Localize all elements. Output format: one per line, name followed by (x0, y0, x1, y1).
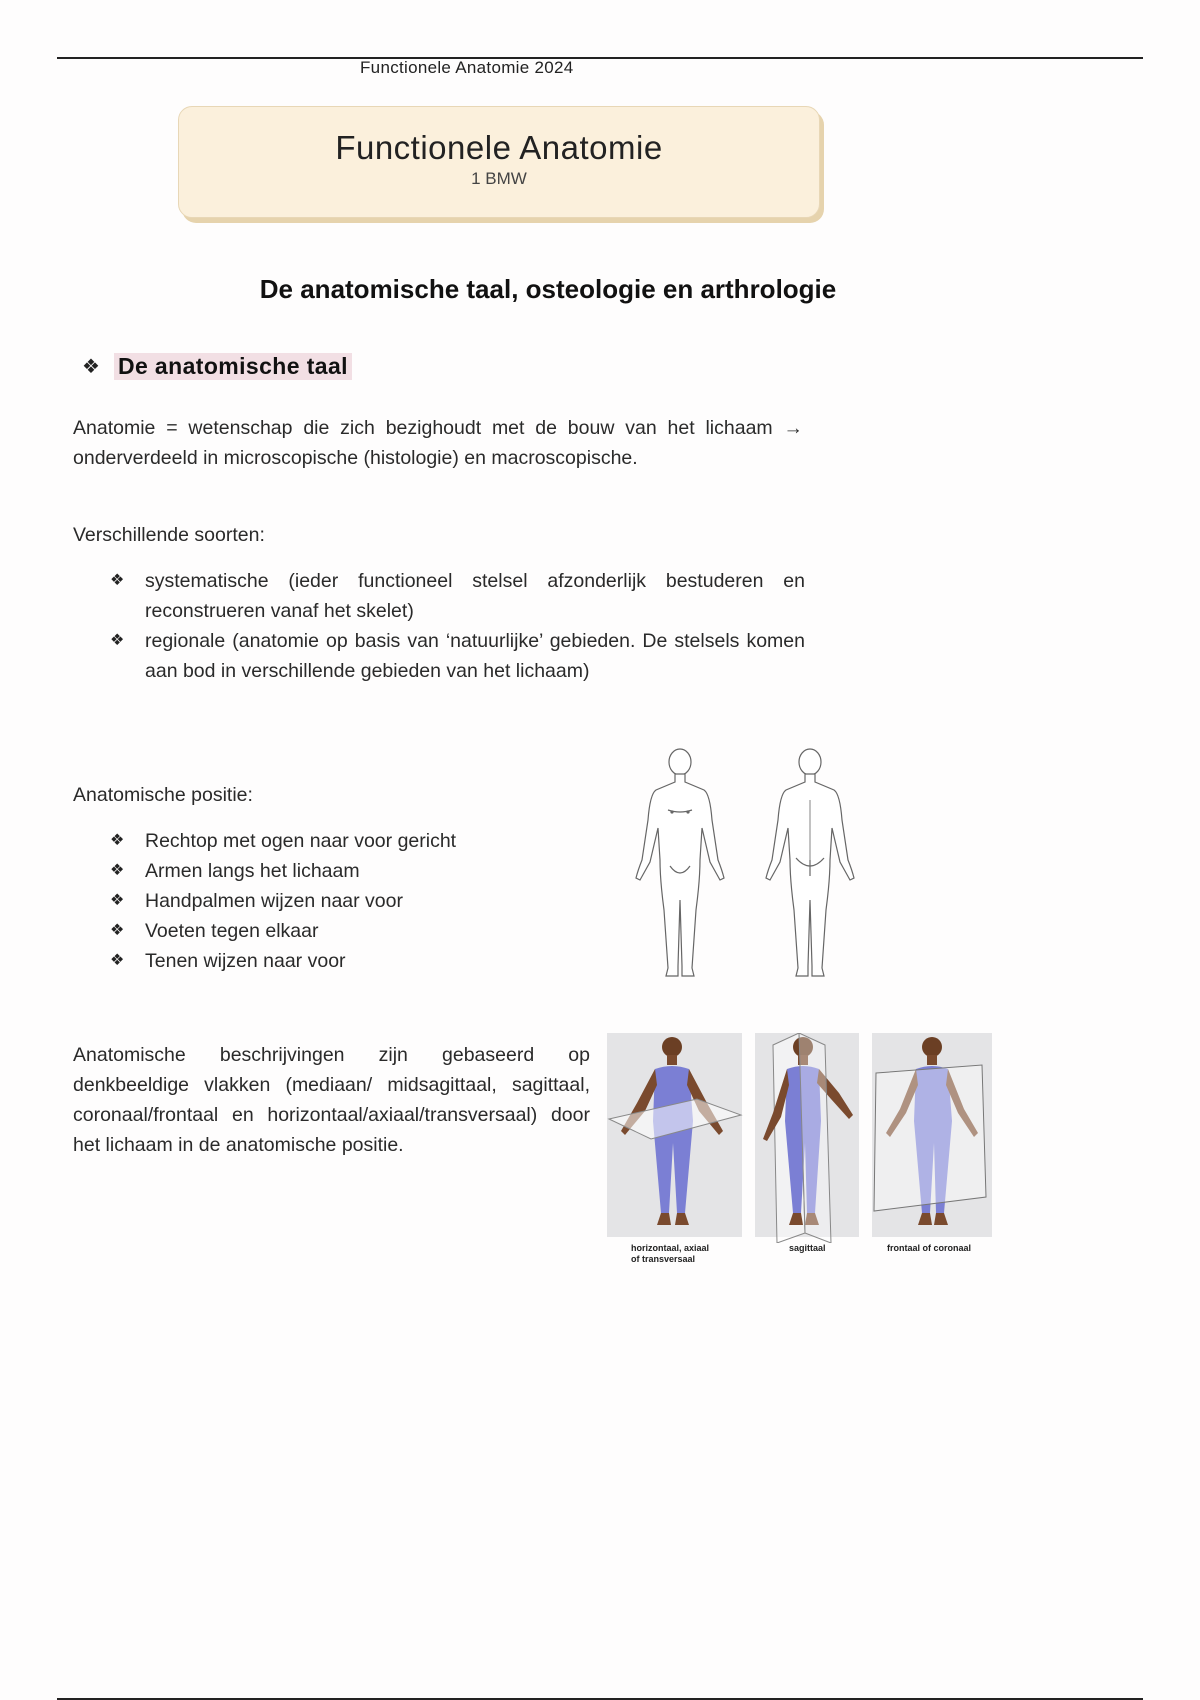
diamond-bullet-icon: ❖ (82, 355, 100, 378)
main-heading: De anatomische taal, osteologie en arthrologie (259, 274, 837, 304)
section-heading (82, 350, 352, 382)
paragraph-soorten-intro: Verschillende soorten: (73, 524, 265, 546)
soorten-list (110, 566, 805, 686)
body-back-outline (766, 749, 854, 976)
diamond-bullet-icon: ❖ (110, 862, 125, 879)
list-item: ❖ Handpalmen wijzen naar voor (110, 886, 590, 916)
anatomical-planes-figure (607, 1033, 997, 1273)
paragraph-positie-intro: Anatomische positie: (73, 784, 253, 806)
diamond-bullet-icon: ❖ (110, 892, 125, 909)
list-item: ❖ Rechtop met ogen naar voor gericht (110, 826, 590, 856)
title-box (178, 106, 820, 218)
caption-sagittal: sagittaal (789, 1243, 826, 1253)
bottom-rule (57, 1698, 1143, 1700)
document-subtitle: 1 BMW (471, 169, 527, 188)
running-head: Functionele Anatomie 2024 (360, 58, 574, 77)
list-item: ❖ systematische (ieder functioneel stelsel afzonderlijk bestuderen en reconstrueren vanaf het skelet) (110, 566, 805, 626)
top-rule (57, 57, 1143, 59)
document-title: Functionele Anatomie (335, 129, 663, 166)
paragraph-anatomie: Anatomie = wetenschap die zich bezighoudt met de bouw van het lichaam → onderverdeeld in microscopische (histologie) en macroscopische. (73, 417, 803, 469)
anatomical-position-figure (620, 740, 890, 990)
diamond-bullet-icon: ❖ (110, 952, 125, 969)
section-title: De anatomische taal (114, 353, 352, 380)
list-item: ❖ Voeten tegen elkaar (110, 916, 590, 946)
list-item: ❖ Armen langs het lichaam (110, 856, 590, 886)
diamond-bullet-icon: ❖ (110, 632, 125, 649)
list-item: ❖ Tenen wijzen naar voor (110, 946, 590, 976)
planes-illustration (607, 1033, 997, 1243)
diamond-bullet-icon: ❖ (110, 922, 125, 939)
positie-list (110, 826, 590, 976)
body-front-outline (636, 749, 724, 976)
diamond-bullet-icon: ❖ (110, 832, 125, 849)
paragraph-vlakken: Anatomische beschrijvingen zijn gebaseerd op denkbeeldige vlakken (mediaan/ midsagittaal, sagittaal, coronaal/frontaal en horizontaal/axiaal/transversaal) door het lichaam in de anatomische positie. (73, 1044, 590, 1156)
diamond-bullet-icon: ❖ (110, 572, 125, 589)
caption-frontal: frontaal of coronaal (887, 1243, 972, 1253)
list-item: ❖ regionale (anatomie op basis van ‘natuurlijke’ gebieden. De stelsels komen aan bod in verschillende gebieden van het lichaam) (110, 626, 805, 686)
caption-horizontal: horizontaal, axiaal of transversaal (631, 1243, 710, 1264)
